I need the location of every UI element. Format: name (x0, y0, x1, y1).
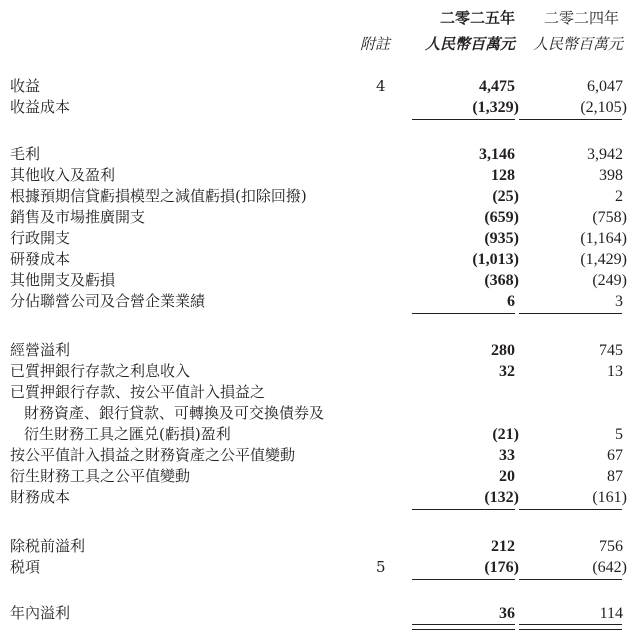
prior-value: (1,164) (580, 230, 627, 247)
row-gross-profit (0, 144, 633, 165)
row-label: 根據預期信貸虧損模型之減值虧損(扣除回撥) (10, 187, 307, 205)
current-value: (1,329) (472, 99, 519, 116)
prior-value: 3 (615, 293, 623, 310)
total-double-rule (519, 624, 622, 630)
prior-value: 13 (607, 363, 623, 380)
current-value: 128 (491, 167, 515, 184)
prior-unit-header: 人民幣百萬元 (532, 35, 623, 53)
row-cost-of-revenue (0, 97, 633, 118)
row-exchange-line-1 (0, 382, 633, 403)
current-value: 6 (507, 293, 515, 310)
prior-value: 745 (599, 342, 623, 359)
row-selling-expenses (0, 207, 633, 228)
row-label: 研發成本 (10, 250, 71, 268)
row-label: 其他收入及盈利 (10, 166, 116, 184)
prior-value: 5 (615, 426, 623, 443)
current-unit-header: 人民幣百萬元 (424, 35, 515, 53)
subtotal-rule (519, 313, 622, 314)
current-value: 36 (499, 605, 515, 622)
note-ref: 4 (376, 77, 386, 95)
subtotal-rule (412, 313, 515, 314)
row-other-expenses (0, 270, 633, 291)
row-profit-before-tax (0, 536, 633, 557)
prior-year-header: 二零二四年 (543, 9, 619, 27)
prior-value: 756 (599, 538, 623, 555)
row-interest-income (0, 361, 633, 382)
row-fvtpl-change (0, 445, 633, 466)
prior-value: (758) (592, 209, 627, 226)
current-value: (132) (484, 489, 519, 506)
prior-value: 87 (607, 468, 623, 485)
current-value: (21) (492, 426, 519, 443)
row-label: 經營溢利 (10, 341, 71, 359)
row-label: 收益 (10, 77, 41, 95)
row-label: 已質押銀行存款、按公平值計入損益之 (10, 383, 266, 401)
prior-value: 114 (599, 605, 623, 622)
row-finance-costs (0, 487, 633, 508)
current-value: 33 (499, 447, 515, 464)
prior-value: (161) (592, 489, 627, 506)
row-label: 銷售及市場推廣開支 (10, 208, 146, 226)
prior-value: 6,047 (587, 78, 623, 95)
current-value: 212 (491, 538, 515, 555)
row-label: 收益成本 (10, 98, 71, 116)
row-label: 行政開支 (10, 229, 71, 247)
subtotal-rule (519, 509, 622, 510)
current-value: (176) (484, 559, 519, 576)
row-exchange-gain-loss (0, 424, 633, 445)
row-admin-expenses (0, 228, 633, 249)
row-label: 衍生財務工具之公平值變動 (10, 467, 191, 485)
row-impairment (0, 186, 633, 207)
total-double-rule (412, 624, 515, 630)
row-share-of-results (0, 291, 633, 312)
row-rd-costs (0, 249, 633, 270)
row-label: 除税前溢利 (10, 537, 86, 555)
subtotal-rule (519, 119, 622, 120)
current-value: 20 (499, 468, 515, 485)
row-label: 衍生財務工具之匯兑(虧損)盈利 (24, 425, 231, 443)
subtotal-rule (412, 579, 515, 580)
current-value: (935) (484, 230, 519, 247)
current-value: (25) (492, 188, 519, 205)
row-label: 按公平值計入損益之財務資產之公平值變動 (10, 446, 296, 464)
subtotal-rule (412, 119, 515, 120)
row-label: 財務成本 (10, 488, 71, 506)
prior-value: 67 (607, 447, 623, 464)
subtotal-rule (412, 509, 515, 510)
prior-value: (1,429) (580, 251, 627, 268)
current-year-header: 二零二五年 (439, 9, 515, 27)
prior-value: (249) (592, 272, 627, 289)
current-value: (659) (484, 209, 519, 226)
prior-value: 398 (599, 167, 623, 184)
current-value: 280 (491, 342, 515, 359)
prior-value: 2 (615, 188, 623, 205)
row-profit-for-year (0, 603, 633, 624)
prior-value: 3,942 (587, 146, 623, 163)
row-exchange-line-2 (0, 403, 633, 424)
prior-value: (2,105) (580, 99, 627, 116)
row-label: 毛利 (10, 145, 41, 163)
row-label: 財務資產、銀行貸款、可轉換及可交換債券及 (24, 404, 325, 422)
note-column-header: 附註 (360, 35, 391, 53)
row-label: 其他開支及虧損 (10, 271, 116, 289)
row-other-income (0, 165, 633, 186)
row-operating-profit (0, 340, 633, 361)
row-taxation (0, 557, 633, 578)
current-value: 32 (499, 363, 515, 380)
row-label: 已質押銀行存款之利息收入 (10, 362, 191, 380)
subtotal-rule (519, 579, 622, 580)
row-revenue (0, 76, 633, 97)
current-value: (1,013) (472, 251, 519, 268)
row-label: 年內溢利 (10, 604, 71, 622)
current-value: (368) (484, 272, 519, 289)
row-label: 税項 (10, 558, 41, 576)
row-derivative-change (0, 466, 633, 487)
prior-value: (642) (592, 559, 627, 576)
note-ref: 5 (376, 558, 386, 576)
current-value: 3,146 (479, 146, 515, 163)
row-label: 分佔聯營公司及合營企業業績 (10, 292, 206, 310)
current-value: 4,475 (479, 78, 515, 95)
